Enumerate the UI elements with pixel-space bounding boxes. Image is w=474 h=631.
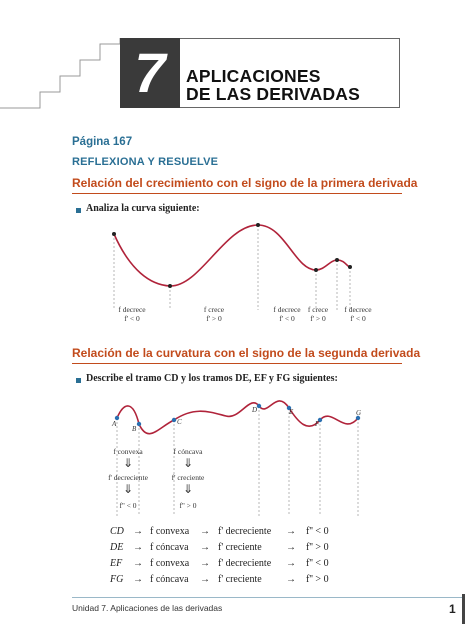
chain-left-1: f convexa	[113, 447, 143, 456]
arrow-icon: →	[286, 526, 296, 537]
arrow-icon: →	[200, 558, 210, 569]
chain-right-3: f'' > 0	[179, 501, 197, 510]
point-label-F: F	[315, 420, 320, 428]
arrow-icon: →	[286, 574, 296, 585]
second-derivative-sign: f'' > 0	[306, 574, 329, 585]
arrow-icon: →	[200, 526, 210, 537]
derivative-text: f' creciente	[218, 574, 262, 585]
chain-right-1: f cóncava	[173, 447, 203, 456]
arrow-icon: →	[286, 558, 296, 569]
page-number-bar	[462, 594, 465, 624]
growth-curve-figure	[100, 215, 390, 315]
chain-left-3: f'' < 0	[119, 501, 137, 510]
bullet-icon	[76, 208, 81, 213]
section2-instruction: Describe el tramo CD y los tramos DE, EF y FG siguientes:	[86, 373, 338, 384]
chain-right-2: f' creciente	[171, 473, 205, 482]
interval-label-1	[102, 305, 162, 324]
section1-instruction: Analiza la curva siguiente:	[86, 203, 200, 214]
implies-arrow-icon: ⇓	[122, 456, 134, 470]
second-derivative-sign: f'' < 0	[306, 526, 329, 537]
point-label-B: B	[132, 425, 137, 433]
label-text: f crece	[203, 305, 225, 314]
chain-left-2: f' decreciente	[108, 473, 148, 482]
segment-label: DE	[110, 542, 124, 553]
named-points	[115, 404, 360, 426]
arrow-icon: →	[133, 574, 143, 585]
page-label: Página 167	[72, 136, 133, 148]
label-text: f crece	[307, 305, 329, 314]
label-text: f' > 0	[206, 314, 222, 324]
interval-label-4	[296, 305, 340, 324]
point-label-E: E	[289, 408, 294, 416]
curvature-text: f convexa	[150, 558, 190, 569]
footer-rule	[72, 597, 462, 598]
segment-label: EF	[110, 558, 123, 569]
arrow-icon: →	[286, 542, 296, 553]
derivative-text: f' decreciente	[218, 558, 272, 569]
section2-rule	[72, 363, 402, 364]
label-text: f decrece	[118, 305, 146, 314]
label-text: f' > 0	[310, 314, 326, 324]
segment-label: FG	[110, 574, 124, 585]
arrow-icon: →	[133, 526, 143, 537]
reflexiona-heading: REFLEXIONA Y RESUELVE	[72, 156, 219, 168]
section1-heading: Relación del crecimiento con el signo de la primera derivada	[72, 176, 418, 190]
implies-arrow-icon: ⇓	[122, 482, 134, 496]
section2-heading: Relación de la curvatura con el signo de la segunda derivada	[72, 346, 421, 360]
label-text: f decrece	[344, 305, 372, 314]
chapter-title-line1: APLICACIONES	[186, 66, 321, 86]
label-text: f' < 0	[124, 314, 140, 324]
point-label-G: G	[356, 409, 362, 417]
interval-label-5	[336, 305, 380, 324]
segment-label: CD	[110, 526, 124, 537]
arrow-icon: →	[133, 542, 143, 553]
label-text: f' < 0	[350, 314, 366, 324]
implies-arrow-icon: ⇓	[182, 456, 194, 470]
arrow-icon: →	[200, 574, 210, 585]
implies-arrow-icon: ⇓	[182, 482, 194, 496]
point-label-D: D	[252, 406, 258, 414]
derivative-text: f' decreciente	[218, 526, 272, 537]
interval-label-2	[184, 305, 244, 324]
chapter-title-line2: DE LAS DERIVADAS	[186, 84, 361, 104]
label-text: f' < 0	[279, 314, 295, 324]
second-derivative-sign: f'' < 0	[306, 558, 329, 569]
derivative-text: f' creciente	[218, 542, 262, 553]
curvature-curve	[117, 401, 358, 434]
curvature-text: f cóncava	[150, 542, 189, 553]
second-derivative-sign: f'' > 0	[306, 542, 329, 553]
chapter-number: 7	[134, 41, 166, 104]
bullet-icon	[76, 378, 81, 383]
chapter-number-box	[120, 38, 180, 108]
label-text: f decrece	[273, 305, 301, 314]
curvature-text: f convexa	[150, 526, 190, 537]
growth-curve	[114, 225, 350, 286]
arrow-icon: →	[133, 558, 143, 569]
point-label-A: A	[112, 420, 117, 428]
curvature-text: f cóncava	[150, 574, 189, 585]
section1-rule	[72, 193, 402, 194]
page-number: 1	[449, 602, 456, 616]
footer-text: Unidad 7. Aplicaciones de las derivadas	[72, 603, 223, 613]
point-label-C: C	[177, 418, 182, 426]
arrow-icon: →	[200, 542, 210, 553]
